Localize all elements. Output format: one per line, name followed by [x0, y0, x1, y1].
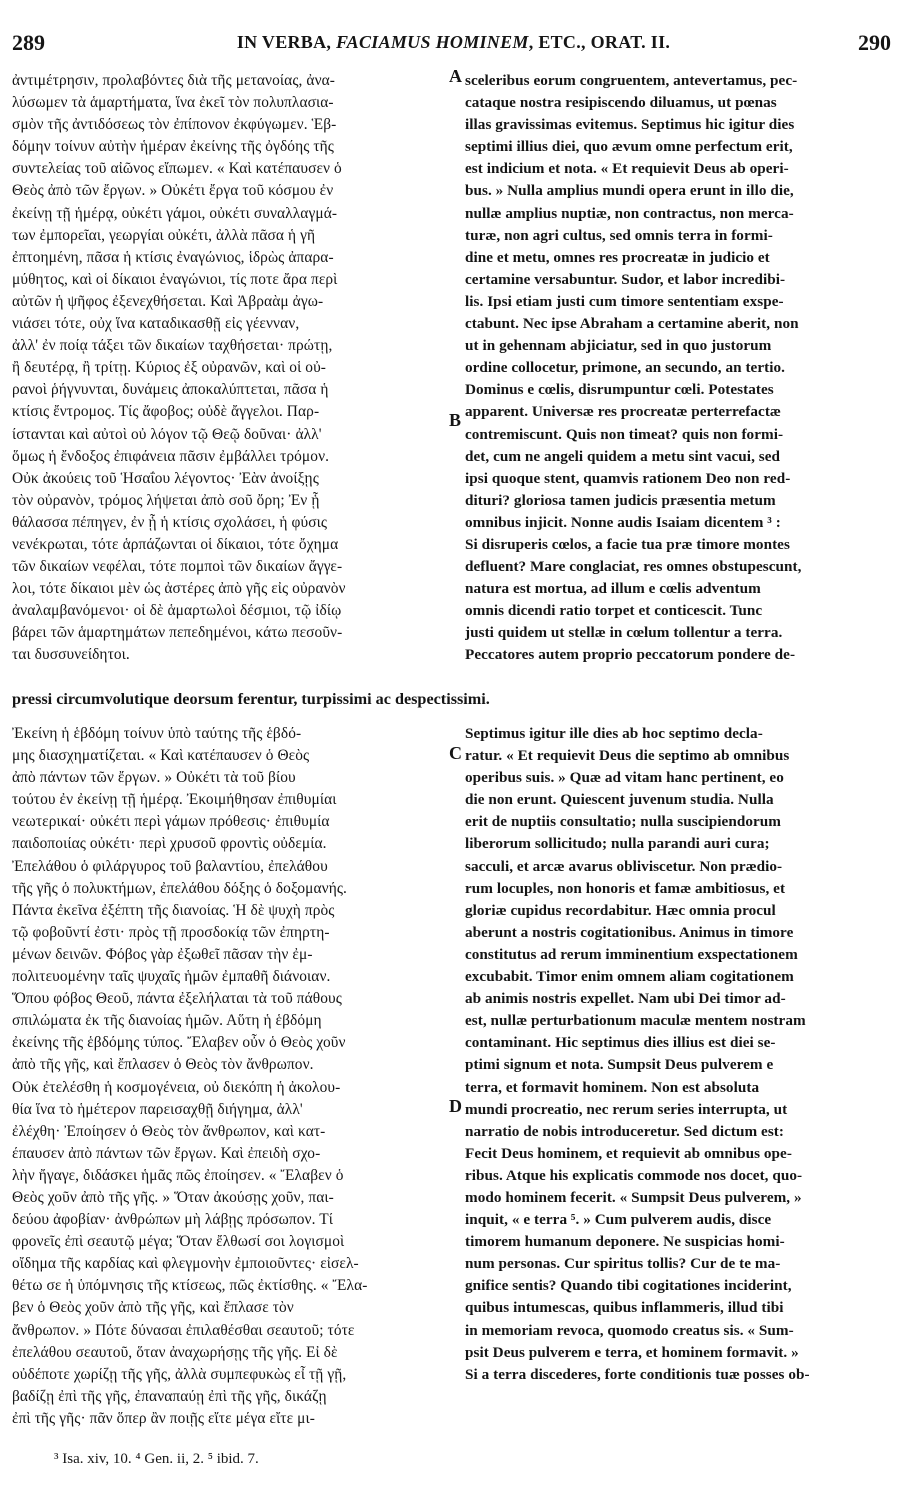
latin-text-line: dine et metu, omnes res procreatæ in judicio et — [465, 248, 770, 266]
latin-text-line: contremiscunt. Quis non timeat? quis non formi- — [465, 425, 784, 443]
latin-text-line: num personas. Cur spiritus tollis? Cur de te ma- — [465, 1255, 781, 1273]
latin-text-line: operibus suis. » Quæ ad vitam hanc pertinent, eo — [465, 769, 784, 787]
margin-marker-a: A — [449, 66, 462, 86]
greek-text-line: θέτω σε ἡ ὑπόμνησις τῆς κτίσεως, πῶς ἐκτίσθης. « Ἔλα- — [12, 1277, 368, 1295]
latin-text-line: erit de nuptiis consultatio; nulla suscipiendorum — [465, 813, 781, 831]
latin-text-line: ptimi signum et nota. Sumpsit Deus pulverem e — [465, 1056, 774, 1074]
greek-text-line: ίστανται καὶ αὐτοὶ οὐ λόγον τῷ Θεῷ δοῦναι· ἀλλ' — [12, 425, 322, 443]
greek-text-line: οἴδημα τῆς καρδίας καὶ φλεγμονὴν ἐμποιοῦντες· εἰσελ- — [12, 1255, 359, 1273]
greek-text-line: νεωτερικαί· οὐκέτι περὶ γάμων πρόθεσις· ἐπιθυμία — [12, 813, 330, 831]
greek-text-line: ρανοὶ ῥήγνυνται, δυνάμεις ἀποκαλύπτεται, πᾶσα ἡ — [12, 381, 329, 399]
latin-text-line: ctabunt. Nec ipse Abraham a certamine aberit, non — [465, 315, 799, 333]
greek-text-line: ἐκείνης τῆς ἑβδόμης τύπος. Ἔλαβεν οὖν ὁ Θεὸς χοῦν — [12, 1034, 346, 1052]
latin-text-line: aberunt a nostris cogitationibus. Animus in timore — [465, 923, 794, 941]
greek-text-line: ἄνθρωπον. » Πότε δύνασαι ἐπιλαθέσθαι σεαυτοῦ; τότε — [12, 1321, 355, 1339]
greek-text-line: μης διασχηματίζεται. « Καὶ κατέπαυσεν ὁ Θεὸς — [12, 747, 310, 765]
greek-text-line: τῶν δικαίων νεφέλαι, τότε πομποὶ τῶν δικαίων ἄγγε- — [12, 558, 343, 576]
running-header — [0, 30, 907, 58]
latin-text-line: est, nullæ perturbationum maculæ mentem nostram — [465, 1012, 806, 1030]
latin-text-line: quibus intumescas, quibus inflammeris, illud tibi — [465, 1299, 784, 1317]
running-title-suffix: , ETC., ORAT. II. — [528, 32, 671, 52]
greek-text-line: Οὐκ ἀκούεις τοῦ Ἡσαΐου λέγοντος· Ἐὰν ἀνοίξῃς — [12, 469, 319, 487]
greek-text-line: σπιλώματα ἐκ τῆς διανοίας ἡμῶν. Αὕτη ἡ ἑβδόμη — [12, 1012, 322, 1030]
latin-text-line: constitutus ad rerum imminentium exspectationem — [465, 945, 798, 963]
greek-column-top — [12, 70, 458, 667]
greek-text-line: θάλασσα πέπηγεν, ἐν ᾗ ἡ κτίσις σχολάσει, ἡ φύσις — [12, 513, 328, 531]
latin-text-line: psit Deus pulverem e terra, et hominem formavit. » — [465, 1343, 799, 1361]
latin-text-line: Peccatores autem proprio peccatorum pondere de- — [465, 646, 796, 664]
latin-text-line: defluent? Mare conglaciat, res omnes obstupescunt, — [465, 558, 802, 576]
greek-text-line: ἀπὸ πάντων τῶν ἔργων. » Οὐκέτι τὰ τοῦ βίου — [12, 769, 296, 787]
greek-text-line: θία ἵνα τὸ ἡμέτερον παρεισαχθῇ διήγημα, ἀλλ' — [12, 1100, 303, 1118]
latin-text-line: excubabit. Timor enim omnem aliam cogitationem — [465, 968, 794, 986]
greek-text-line: τῆς γῆς ὁ πολυκτήμων, ἐπελάθου δόξης ὁ δοξομανής. — [12, 879, 348, 897]
latin-text-line: apparent. Universæ res procreatæ perterrefactæ — [465, 403, 781, 421]
greek-text-line: βάρει τῶν ἁμαρτημάτων πεπεδημένοι, κάτω πεσοῦν- — [12, 624, 343, 642]
greek-text-line: τούτου ἐν ἐκείνῃ τῇ ἡμέρᾳ. Ἐκοιμήθησαν ἐπιθυμίαι — [12, 791, 337, 809]
latin-text-line: terra, et formavit hominem. Non est absoluta — [465, 1078, 760, 1096]
greek-text-line: νιάσει τότε, οὐχ ἵνα καταδικασθῇ εἰς γέενναν, — [12, 315, 300, 333]
latin-text-line: timorem humanum deponere. Ne suspicias homi- — [465, 1233, 785, 1251]
latin-text-line: inquit, « e terra ⁵. » Cum pulverem audis, disce — [465, 1211, 772, 1229]
greek-text-line: πολιτευομένην ταῖς ψυχαῖς ἡμῶν ἐμπαθῆ διάνοιαν. — [12, 968, 331, 986]
latin-text-line: bus. » Nulla amplius mundi opera erunt in illo die, — [465, 182, 794, 200]
running-title-italic: FACIAMUS HOMINEM — [336, 32, 529, 52]
latin-text-line: ribus. Atque his explicatis commode nos docet, quo- — [465, 1166, 803, 1184]
latin-text-line: in memoriam revoca, quomodo creatus sis. « Sum- — [465, 1321, 794, 1339]
latin-text-line: ipsi quoque stent, quamvis rationem Deo non red- — [465, 469, 791, 487]
greek-text-line: Ὅπου φόβος Θεοῦ, πάντα ἐξελήλαται τὰ τοῦ πάθους — [12, 990, 342, 1008]
latin-text-line: contaminant. Hic septimus dies illius est diei se- — [465, 1034, 776, 1052]
running-title-prefix: IN VERBA, — [236, 32, 336, 52]
greek-text-line: σμὸν τῆς ἀντιδόσεως τὸν ἐπίπονον ἐκφύγωμεν. Ἑβ- — [12, 116, 337, 134]
page-number-left: 289 — [12, 30, 45, 55]
margin-marker-c: C — [449, 743, 462, 763]
greek-text-line: Θεὸς ἀπὸ τῶν ἔργων. » Οὐκέτι ἔργα τοῦ κόσμου ἐν — [12, 182, 334, 200]
latin-text-line: omnis dicendi ratio torpet et conticescit. Tunc — [465, 602, 763, 620]
greek-text-line: Ἐπελάθου ὁ φιλάργυρος τοῦ βαλαντίου, ἐπελάθου — [12, 857, 328, 875]
latin-text-line: sceleribus eorum congruentem, antevertamus, pec- — [465, 72, 798, 89]
latin-text-line: certamine versabuntur. Sudor, et labor incredibi- — [465, 270, 786, 288]
greek-text-line: ἐπτοημένη, πᾶσα ἡ κτίσις ἐναγώνιος, ἱδρὼς ἀπαρα- — [12, 248, 334, 266]
greek-text-line: λοι, τότε δίκαιοι μὲν ὡς ἀστέρες ἀπὸ γῆς εἰς οὐρανὸν — [12, 580, 346, 598]
page-number-right: 290 — [858, 30, 891, 55]
greek-text-line: Πάντα ἐκεῖνα ἐξέπτη τῆς διανοίας. Ἡ δὲ ψυχὴ πρὸς — [12, 901, 335, 919]
greek-text-line: ἢ δευτέρᾳ, ἢ τρίτῃ. Κύριος ἐξ οὐρανῶν, καὶ οἱ οὐ- — [12, 359, 327, 377]
greek-text-line: παιδοποιίας οὐκέτι· περὶ χρυσοῦ φροντὶς οὐδεμία. — [12, 835, 327, 853]
latin-column-bottom — [465, 723, 897, 1386]
greek-text-line: βεν ὁ Θεὸς χοῦν ἀπὸ τῆς γῆς, καὶ ἔπλασε τὸν — [12, 1299, 294, 1317]
latin-text-line: natura est mortua, ad illum e cœlis adventum — [465, 580, 761, 598]
latin-column-top — [465, 70, 897, 667]
latin-text-line: sacculi, et arcæ avarus obliviscetur. Non prædio- — [465, 857, 783, 875]
greek-text-line: ἐπὶ τῆς γῆς· πᾶν ὅπερ ἂν ποιῇς εἴτε μέγα εἴτε μι- — [12, 1409, 315, 1427]
greek-text-line: μένων δεινῶν. Φόβος γὰρ ἐξωθεῖ πᾶσαν τὴν ἐμ- — [12, 945, 313, 963]
latin-text-line: narratio de nobis introduceretur. Sed dictum est: — [465, 1122, 784, 1140]
latin-text-line: modo hominem fecerit. « Sumpsit Deus pulverem, » — [465, 1188, 802, 1206]
greek-text-line: ἐκείνῃ τῇ ἡμέρᾳ, οὐκέτι γάμοι, οὐκέτι συναλλαγμά- — [12, 204, 338, 222]
greek-text-line: ἀντιμέτρησιν, προλαβόντες διὰ τῆς μετανοίας, ἀνα- — [12, 72, 336, 89]
latin-text-line: det, cum ne angeli quidem a metu sint vacui, sed — [465, 447, 781, 465]
greek-text-line: συντελείας τοῦ αἰῶνος εἴπωμεν. « Καὶ κατέπαυσεν ὁ — [12, 160, 342, 178]
margin-marker-d: D — [449, 1096, 462, 1116]
greek-text-line: έπαυσεν ἀπὸ πάντων τῶν ἔργων. Καὶ ἐπειδὴ σχο- — [12, 1144, 321, 1162]
greek-column-bottom — [12, 723, 458, 1430]
greek-text-line: ὅμως ἡ ἔνδοξος ἐπιφάνεια πᾶσιν ἐμβάλλει τρόμον. — [12, 447, 330, 465]
greek-text-line: βαδίζῃ ἐπὶ τῆς γῆς, ἐπαναπαύῃ ἐπὶ τῆς γῆς, δικάζῃ — [12, 1387, 327, 1405]
running-title — [0, 32, 907, 53]
latin-text-line: die non erunt. Quiescent juvenum studia. Nulla — [465, 791, 774, 809]
greek-text-line: ἀπὸ τῆς γῆς, καὶ ἔπλασεν ὁ Θεὸς τὸν ἄνθρωπον. — [12, 1056, 314, 1074]
latin-text-line: dituri? gloriosa tamen judicis præsentia metum — [465, 491, 776, 509]
latin-text-line: cataque nostra resipiscendo diluamus, ut pœnas — [465, 94, 777, 112]
greek-text-line: αὐτῶν ἡ ψῆφος ἐξενεχθήσεται. Καὶ Ἀβραὰμ ἀγω- — [12, 292, 324, 310]
latin-text-line: ordine collocetur, primone, an secundo, an tertio. — [465, 359, 786, 377]
greek-text-line: Ἐκείνη ἡ ἑβδόμη τοίνυν ὑπὸ ταύτης τῆς ἑβδό- — [12, 725, 302, 742]
greek-text-line: οὐδέποτε χωρίζῃ τῆς γῆς, ἀλλὰ συμπεφυκὼς εἶ τῇ γῇ, — [12, 1365, 347, 1383]
greek-text-line: λὴν ἤγαγε, διδάσκει ἡμᾶς πῶς ἐποίησεν. « Ἔλαβεν ὁ — [12, 1166, 344, 1184]
greek-text-line: δόμην τοίνυν αὐτὴν ἡμέραν ἐκείνης τῆς ὀγδόης τῆς — [12, 138, 335, 156]
latin-text-line: ut in gehennam abjiciatur, sed in quo justorum — [465, 337, 772, 355]
latin-text-line: lis. Ipsi etiam justi cum timore sententiam exspe- — [465, 292, 784, 310]
greek-text-line: ται δυσσυνείδητοι. — [12, 646, 130, 664]
full-width-latin-line: pressi circumvolutique deorsum ferentur, turpissimi ac despectissimi. — [12, 690, 490, 708]
latin-text-line: illas gravissimas evitemus. Septimus hic igitur dies — [465, 116, 795, 134]
latin-text-line: gnifice sentis? Quando tibi cogitationes inciderint, — [465, 1277, 792, 1295]
latin-text-line: ab animis nostris expellet. Nam ubi Dei timor ad- — [465, 990, 786, 1008]
greek-text-line: νενέκρωται, τότε ἁρπάζωνται οἱ δίκαιοι, τότε ὄχημα — [12, 535, 339, 553]
greek-text-line: μύθητος, καὶ οἱ δίκαιοι ἐναγώνιοι, τίς ποτε ἄρα περὶ — [12, 270, 338, 288]
latin-text-line: justi quidem ut stellæ in cœlum tollentur a terra. — [465, 624, 783, 642]
latin-text-line: nullæ amplius nuptiæ, non contractus, non merca- — [465, 204, 794, 222]
greek-text-line: των ἐμπορεῖαι, γεωργίαι οὐκέτι, ἀλλὰ πᾶσα ἡ γῆ — [12, 226, 316, 244]
greek-text-line: ἐλέχθη· Ἐποίησεν ὁ Θεὸς τὸν ἄνθρωπον, καὶ κατ- — [12, 1122, 326, 1140]
latin-text-line: turæ, non agri cultus, sed omnis terra in formi- — [465, 226, 773, 244]
greek-text-line: φρονεῖς ἐπὶ σεαυτῷ μέγα; Ὅταν ἔλθωσί σοι λογισμοὶ — [12, 1233, 345, 1251]
greek-text-line: τὸν οὐρανὸν, τρόμος λήψεται ἀπὸ σοῦ ὄρη; Ἐν ᾗ — [12, 491, 320, 509]
margin-marker-b: B — [449, 410, 462, 430]
latin-text-line: septimi illius diei, quo ævum omne perfectum erit, — [465, 138, 793, 156]
latin-text-line: Si disruperis cœlos, a facie tua præ timore montes — [465, 535, 790, 553]
latin-text-line: liberorum sollicitudo; nulla parandi auri cura; — [465, 835, 770, 853]
latin-text-line: Si a terra discederes, forte conditionis tuæ posses ob- — [465, 1365, 810, 1383]
greek-text-line: ἀναλαμβανόμενοι· οἱ δὲ ἁμαρτωλοὶ δέσμιοι, τῷ ἰδίῳ — [12, 602, 342, 620]
latin-text-line: Septimus igitur ille dies ab hoc septimo decla- — [465, 725, 763, 742]
greek-text-line: δεύου ἀφοβίαν· ἀνθρώπων μὴ λάβῃς πρόσωπον. Τί — [12, 1211, 333, 1229]
latin-text-line: mundi procreatio, nec rerum series interrupta, ut — [465, 1100, 788, 1118]
greek-text-line: κτίσις ἔντρομος. Τίς ἄφοβος; οὐδὲ ἄγγελοι. Παρ- — [12, 403, 320, 421]
latin-text-line: ratur. « Et requievit Deus die septimo ab omnibus — [465, 747, 790, 765]
greek-text-line: ἀλλ' ἐν ποίᾳ τάξει τῶν δικαίων ταχθήσεται· πρώτῃ, — [12, 337, 333, 355]
greek-text-line: ἐπελάθου σεαυτοῦ, ὅταν ἀναχωρήσῃς τῆς γῆς. Εἰ δὲ — [12, 1343, 338, 1361]
greek-text-line: τῷ φοβοῦντί ἐστι· πρὸς τῇ προσδοκίᾳ τῶν ἐπηρτη- — [12, 923, 330, 941]
greek-text-line: Οὐκ ἐτελέσθη ἡ κοσμογένεια, οὐ διεκόπη ἡ ἀκολου- — [12, 1078, 341, 1096]
greek-text-line: λύσωμεν τὰ ἁμαρτήματα, ἵνα ἐκεῖ τὸν πολυπλασια- — [12, 94, 334, 112]
latin-text-line: omnibus injicit. Nonne audis Isaiam dicentem ³ : — [465, 513, 781, 531]
latin-text-line: est indicium et nota. « Et requievit Deus ab operi- — [465, 160, 789, 178]
latin-text-line: Dominus e cœlis, disrumpuntur cœli. Potestates — [465, 381, 774, 399]
latin-text-line: gloriæ cupidus recordabitur. Hæc omnia procul — [465, 901, 776, 919]
latin-text-line: rum locuples, non honoris et famæ ambitiosus, et — [465, 879, 786, 897]
footnotes: ³ Isa. xiv, 10. ⁴ Gen. ii, 2. ⁵ ibid. 7. — [54, 1451, 259, 1467]
latin-text-line: Fecit Deus hominem, et requievit ab omnibus ope- — [465, 1144, 792, 1162]
greek-text-line: Θεὸς χοῦν ἀπὸ τῆς γῆς. » Ὅταν ἀκούσῃς χοῦν, παι- — [12, 1188, 334, 1206]
